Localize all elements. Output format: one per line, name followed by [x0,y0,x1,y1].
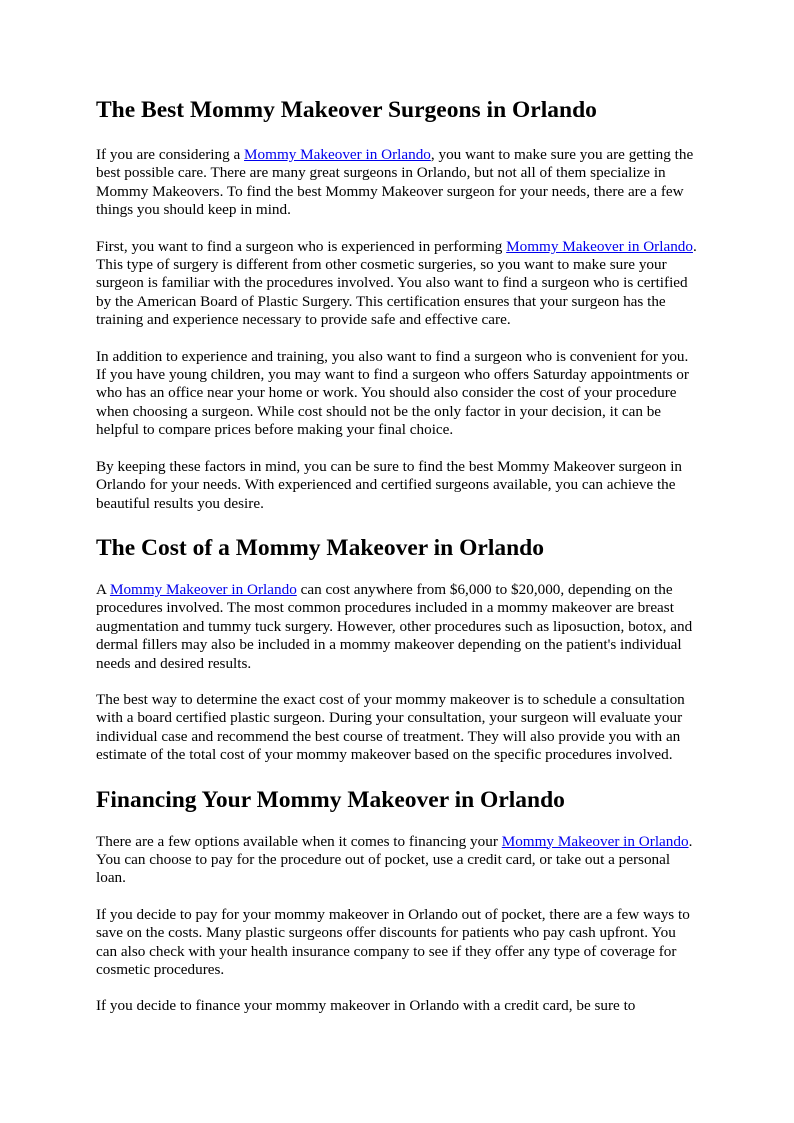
mommy-makeover-link[interactable]: Mommy Makeover in Orlando [109,580,297,598]
paragraph-text: can cost anywhere from $6,000 to $20,000, depending on the procedures involved. The most common procedures included in a mommy makeover are breast augmentation and tummy tuck surgery. However, other procedures such as liposuction, botox, and dermal fillers may also be included in a mommy makeover depending on the patient's individual needs and desired results. [96,580,693,672]
mommy-makeover-link[interactable]: Mommy Makeover in Orlando [244,146,431,163]
paragraph: If you decide to pay for your mommy makeover in Orlando out of pocket, there are a few ways to save on the costs. Many plastic surgeons offer discounts for patients who pay cash upfront. You can also check with your health insurance company to see if they offer any type of coverage for cosmetic procedures. [96,905,690,978]
paragraph: The best way to determine the exact cost of your mommy makeover is to schedule a consultation with a board certified plastic surgeon. During your consultation, your surgeon will evaluate your individual case and recommend the best course of treatment. They will also provide you with an estimate of the total cost of your mommy makeover based on the specific procedures involved. [96,690,685,764]
paragraph-text: If you are considering a [96,146,245,163]
paragraph: If you decide to finance your mommy makeover in Orlando with a credit card, be sure to [96,997,636,1015]
paragraph [96,146,700,220]
paragraph-text: First, you want to find a surgeon who is experienced in performing [96,237,507,255]
mommy-makeover-link[interactable]: Mommy Makeover in Orlando [501,832,689,850]
paragraph [96,238,700,330]
document-page [96,96,700,1016]
paragraph-text: . You can choose to pay for the procedure out of pocket, use a credit card, or take out a personal loan. [96,832,693,887]
paragraph-text: A [96,580,110,598]
paragraph: In addition to experience and training, you also want to find a surgeon who is convenient for you. If you have young children, you may want to find a surgeon who offers Saturday appointments or who has an office near your home or work. You should also consider the cost of your procedure when choosing a surgeon. While cost should not be the only factor in your decision, it can be helpful to compare prices before making your final choice. [96,347,689,439]
paragraph: By keeping these factors in mind, you can be sure to find the best Mommy Makeover surgeon in Orlando for your needs. With experienced and certified surgeons available, you can achieve the beautiful results you desire. [96,457,683,512]
paragraph-text: , you want to make sure you are getting the best possible care. There are many great surgeons in Orlando, but not all of them specialize in Mommy Makeovers. To find the best Mommy Makeover surgeon for your needs, there are a few things you should keep in mind. [96,146,694,219]
paragraph-text: . This type of surgery is different from other cosmetic surgeries, so you want to make sure your surgeon is familiar with the procedures involved. You also want to find a surgeon who is certified by the American Board of Plastic Surgery. This certification ensures that your surgeon has the training and experience necessary to provide safe and effective care. [96,237,697,329]
paragraph [96,581,700,673]
paragraph-text: There are a few options available when it comes to financing your [96,832,502,850]
paragraph [96,833,700,888]
mommy-makeover-link[interactable]: Mommy Makeover in Orlando [506,237,693,255]
section-heading-cost: The Cost of a Mommy Makeover in Orlando [96,534,544,561]
section-heading-financing: Financing Your Mommy Makeover in Orlando [96,786,565,813]
section-heading-best-surgeons: The Best Mommy Makeover Surgeons in Orlando [96,97,597,123]
